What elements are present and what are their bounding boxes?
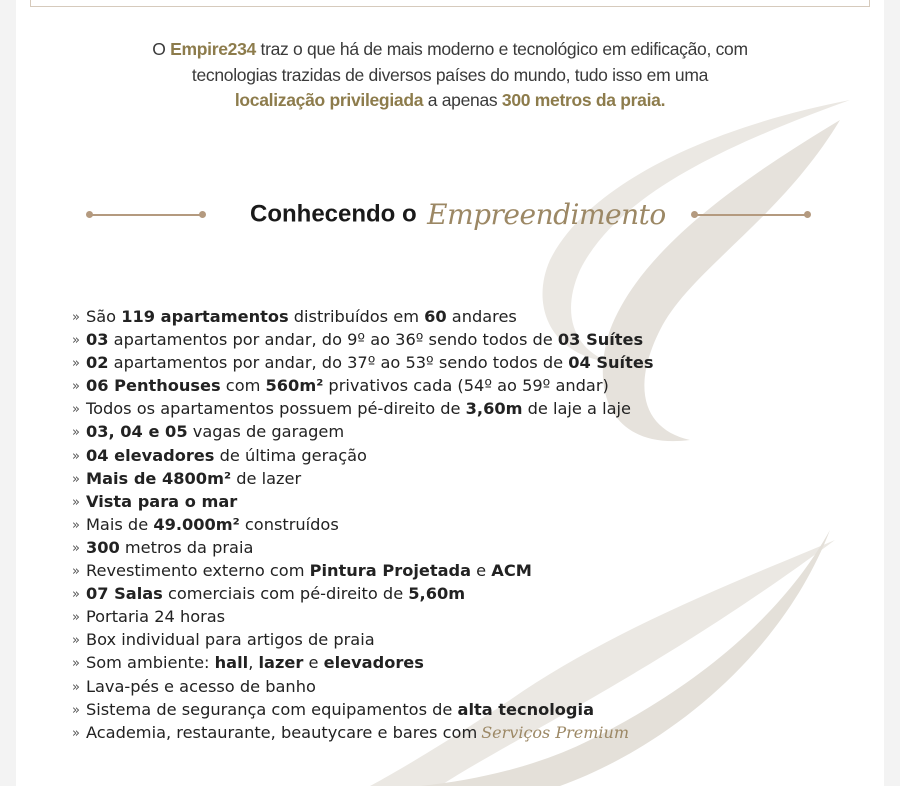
feature-text: , (248, 653, 259, 673)
feature-bold-text: 560m² (265, 376, 324, 396)
rule-dot (199, 211, 206, 218)
feature-text: vagas de garagem (187, 422, 345, 442)
feature-text: metros da praia (119, 537, 254, 557)
features-list (72, 305, 653, 744)
double-chevron-right-icon: » (72, 587, 80, 603)
feature-text: São (85, 307, 122, 326)
double-chevron-right-icon: » (72, 333, 80, 349)
brand-name: Empire234 (170, 39, 256, 59)
double-chevron-right-icon: » (72, 425, 80, 441)
feature-text: andares (446, 307, 517, 326)
feature-item (72, 721, 653, 744)
feature-text: de lazer (231, 468, 302, 488)
feature-item (72, 374, 653, 397)
feature-bold-text: 07 Salas (85, 584, 163, 604)
feature-bold-text: Vista para o mar (85, 491, 238, 511)
heading-rule-right (695, 214, 807, 216)
feature-bold-text: 02 (85, 353, 109, 373)
feature-text: de última geração (214, 445, 367, 465)
double-chevron-right-icon: » (72, 633, 80, 649)
heading-title (250, 198, 666, 231)
feature-bold-text: 300 (85, 537, 120, 557)
intro-line-1 (100, 37, 800, 63)
double-chevron-right-icon: » (72, 471, 80, 487)
feature-item (72, 605, 653, 628)
feature-bold-text: 06 Penthouses (85, 376, 221, 396)
feature-text: apartamentos por andar, do 37º ao 53º sendo todos de (108, 353, 569, 373)
double-chevron-right-icon: » (72, 679, 80, 695)
feature-item (72, 351, 653, 374)
double-chevron-right-icon: » (72, 540, 80, 556)
location-highlight: localização privilegiada (234, 90, 424, 110)
double-chevron-right-icon: » (72, 448, 80, 464)
feature-item (72, 328, 653, 351)
feature-bold-text: Mais de 4800m² (85, 468, 232, 488)
top-frame-border (30, 0, 870, 7)
heading-script-text: Empreendimento (427, 198, 666, 231)
intro-text: a apenas (423, 90, 502, 110)
feature-text: Portaria 24 horas (85, 607, 226, 627)
feature-text: Todos os apartamentos possuem pé-direito de (85, 399, 466, 419)
feature-text: de laje a laje (522, 399, 631, 419)
intro-paragraph (100, 37, 800, 114)
section-heading (0, 192, 900, 242)
intro-text: O (152, 39, 171, 59)
feature-text: Academia, restaurante, beautycare e bares com (85, 722, 478, 742)
feature-text: construídos (239, 514, 339, 534)
feature-text: Som ambiente: (85, 653, 215, 673)
feature-bold-text: Pintura Projetada (309, 561, 472, 581)
feature-bold-text: elevadores (323, 653, 424, 673)
right-edge-shade (884, 0, 900, 786)
feature-item (72, 467, 653, 490)
feature-text: privativos cada (54º ao 59º andar) (323, 376, 609, 396)
feature-text: Lava-pés e acesso de banho (85, 676, 316, 696)
feature-bold-text: 03 Suítes (557, 330, 644, 350)
feature-text: comerciais com pé-direito de (162, 584, 409, 604)
feature-item (72, 536, 653, 559)
double-chevron-right-icon: » (72, 379, 80, 395)
feature-bold-text: 03 (85, 330, 109, 350)
double-chevron-right-icon: » (72, 402, 80, 418)
feature-text: com (220, 376, 266, 396)
intro-text: traz o que há de mais moderno e tecnológico em edificação, com (255, 39, 748, 59)
feature-bold-text: hall (214, 653, 249, 673)
double-chevron-right-icon: » (72, 356, 80, 372)
feature-bold-text: 3,60m (465, 399, 523, 419)
feature-text: Sistema de segurança com equipamentos de (85, 699, 458, 719)
feature-bold-text: ACM (491, 561, 532, 581)
double-chevron-right-icon: » (72, 494, 80, 510)
feature-item (72, 420, 653, 443)
double-chevron-right-icon: » (72, 564, 80, 580)
feature-bold-text: 03, 04 e 05 (85, 422, 188, 442)
feature-text: apartamentos por andar, do 9º ao 36º sendo todos de (108, 330, 558, 350)
feature-text: e (303, 653, 324, 673)
feature-bold-text: 119 apartamentos (121, 307, 289, 326)
rule-dot (804, 211, 811, 218)
feature-item (72, 582, 653, 605)
double-chevron-right-icon: » (72, 610, 80, 626)
feature-text: Revestimento externo com (85, 561, 310, 581)
feature-bold-text: 49.000m² (153, 514, 240, 534)
feature-text: distribuídos em (288, 307, 425, 326)
feature-text: e (471, 561, 492, 581)
feature-item (72, 444, 653, 467)
double-chevron-right-icon: » (72, 725, 80, 741)
feature-bold-text: 04 Suítes (568, 353, 654, 373)
intro-line-2: tecnologias trazidas de diversos países do mundo, tudo isso em uma (191, 64, 709, 85)
distance-highlight: 300 metros da praia. (501, 90, 666, 110)
feature-script-text: Serviços Premium (481, 722, 629, 742)
feature-item (72, 675, 653, 698)
feature-bold-text: 5,60m (408, 584, 466, 604)
double-chevron-right-icon: » (72, 517, 80, 533)
double-chevron-right-icon: » (72, 310, 80, 325)
left-edge-shade (0, 0, 16, 786)
feature-bold-text: 04 elevadores (85, 445, 215, 465)
feature-item (72, 513, 653, 536)
feature-item (72, 305, 653, 328)
feature-item (72, 698, 653, 721)
feature-text: Mais de (85, 514, 154, 534)
feature-item (72, 397, 653, 420)
heading-rule-left (90, 214, 202, 216)
feature-bold-text: 60 (424, 307, 447, 326)
rule-dot (86, 211, 93, 218)
feature-item (72, 628, 653, 651)
double-chevron-right-icon: » (72, 656, 80, 672)
feature-bold-text: alta tecnologia (457, 699, 594, 719)
intro-line-3 (100, 88, 800, 114)
feature-text: Box individual para artigos de praia (85, 630, 375, 650)
feature-item (72, 490, 653, 513)
feature-bold-text: lazer (258, 653, 304, 673)
heading-plain-text: Conhecendo o (250, 200, 417, 228)
double-chevron-right-icon: » (72, 702, 80, 718)
rule-dot (691, 211, 698, 218)
feature-item (72, 559, 653, 582)
feature-item (72, 651, 653, 674)
